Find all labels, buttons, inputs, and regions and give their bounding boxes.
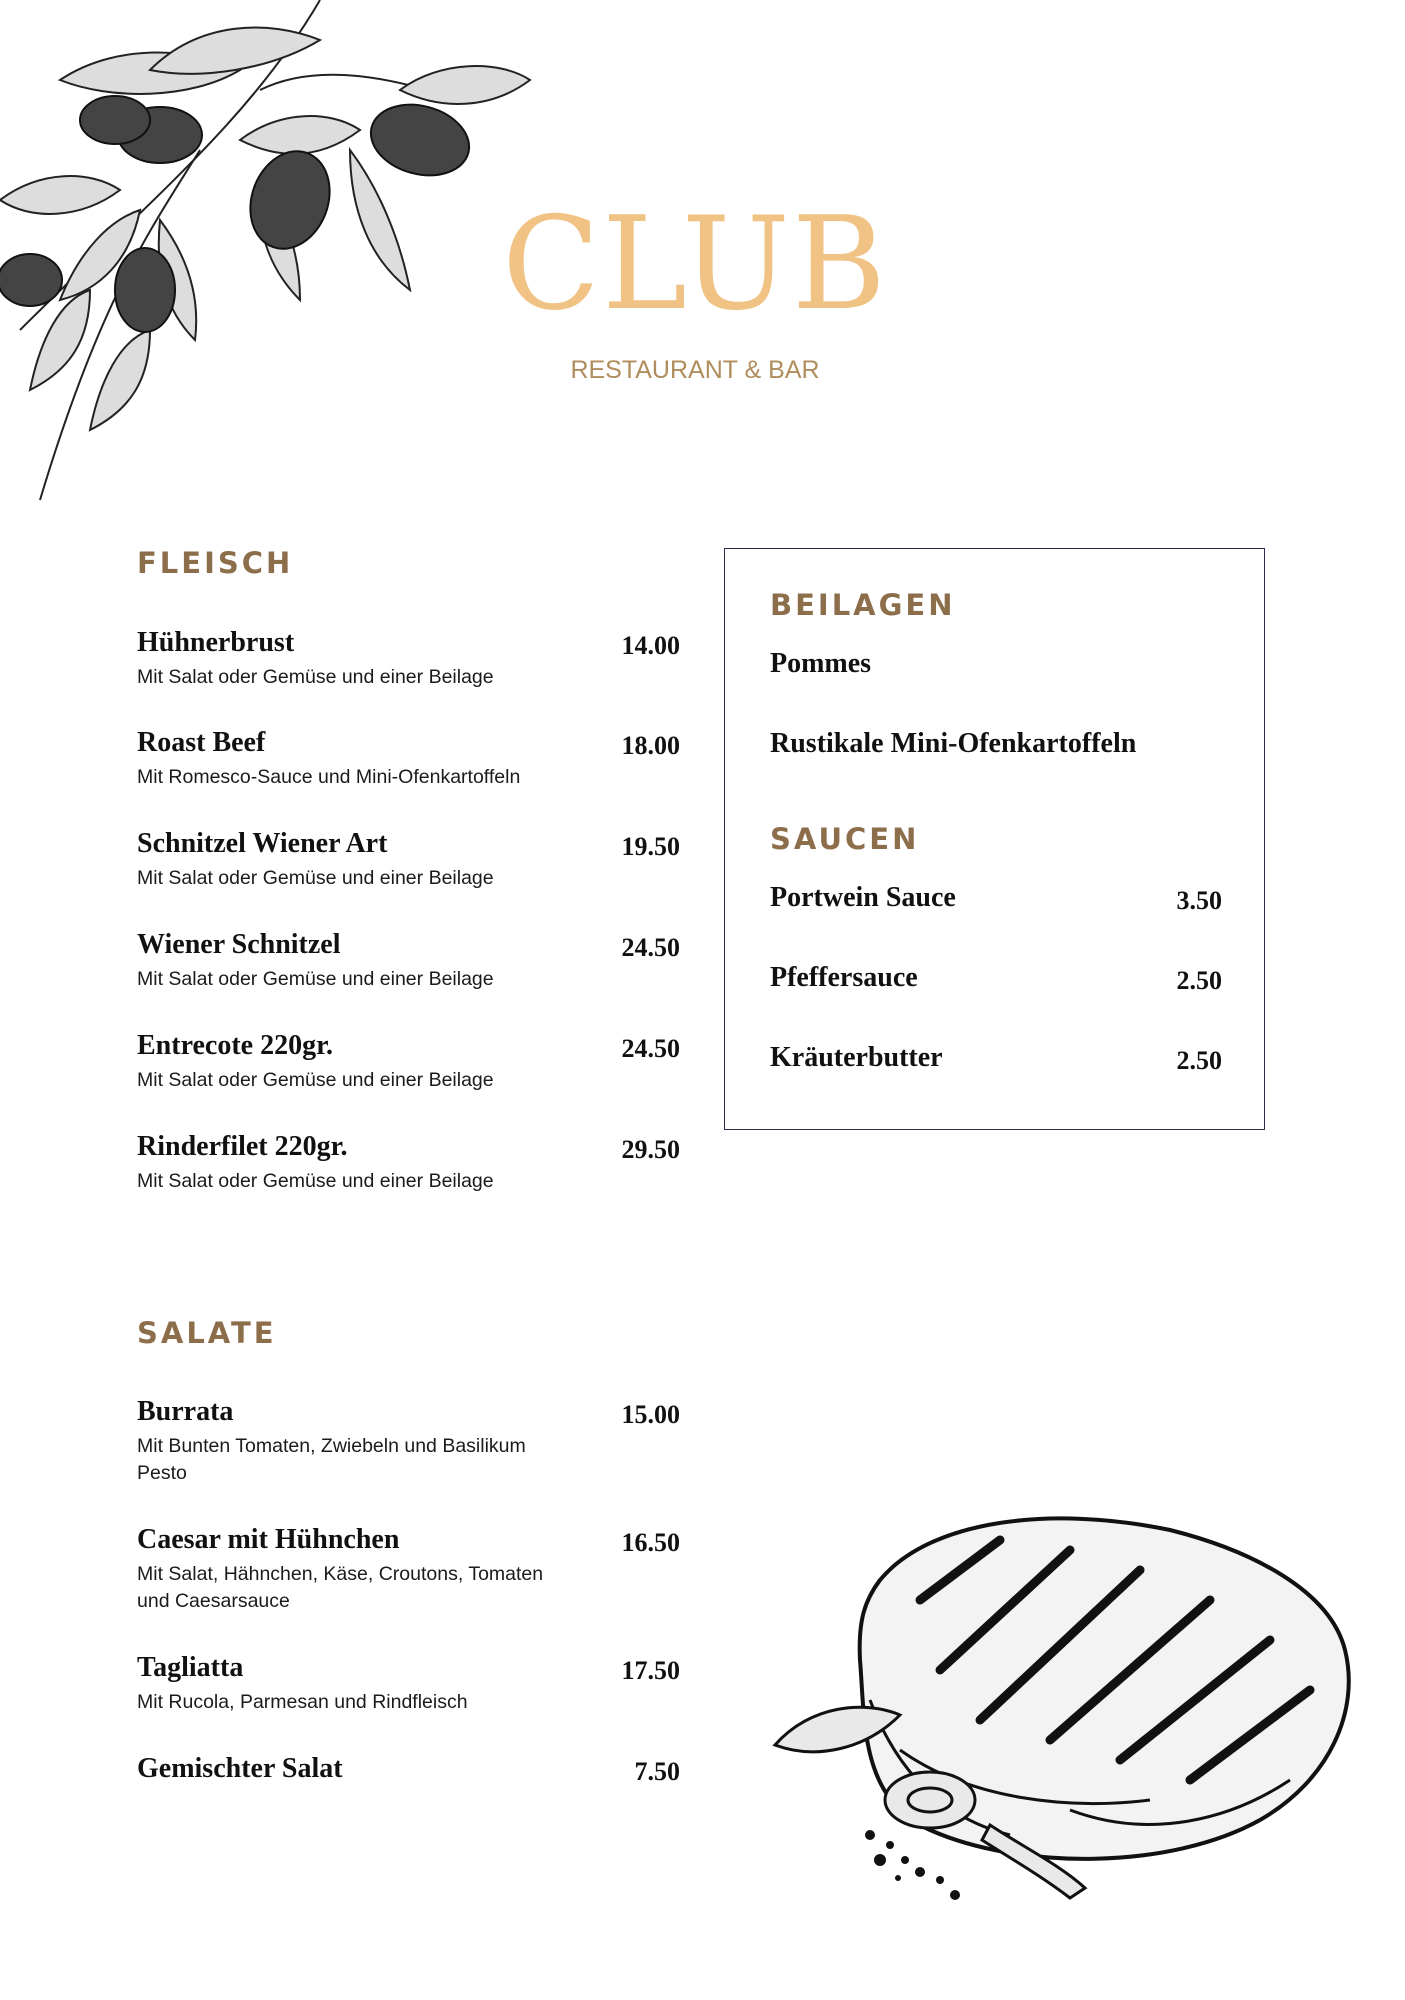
menu-item-price: 19.50 xyxy=(621,832,680,861)
menu-item-description: Mit Salat oder Gemüse und einer Beilage xyxy=(137,1069,494,1091)
logo-text: CLUB xyxy=(502,190,888,339)
menu-item-price: 14.00 xyxy=(621,631,680,660)
sauce-item-name: Portwein Sauce xyxy=(770,882,956,913)
menu-item-description: Mit Salat oder Gemüse und einer Beilage xyxy=(137,1170,494,1192)
menu-item-description: Mit Salat oder Gemüse und einer Beilage xyxy=(137,666,494,688)
menu-item-name: Gemischter Salat xyxy=(137,1753,343,1784)
section-heading-beilagen: BEILAGEN xyxy=(770,588,956,622)
menu-item-price: 24.50 xyxy=(621,1034,680,1063)
sauce-item-name: Kräuterbutter xyxy=(770,1042,943,1073)
menu-item-name: Rinderfilet 220gr. xyxy=(137,1131,348,1162)
side-item-name: Rustikale Mini-Ofenkartoffeln xyxy=(770,728,1137,759)
menu-item-name: Hühnerbrust xyxy=(137,627,295,658)
section-heading-salate: SALATE xyxy=(137,1316,277,1350)
menu-item-price: 15.00 xyxy=(621,1400,680,1429)
menu-item-description: Mit Rucola, Parmesan und Rindfleisch xyxy=(137,1691,468,1713)
menu-item-description: Mit Romesco-Sauce und Mini-Ofenkartoffeln xyxy=(137,766,521,788)
menu-item-price: 29.50 xyxy=(621,1135,680,1164)
menu-item-name: Tagliatta xyxy=(137,1652,244,1683)
menu-item-price: 17.50 xyxy=(621,1656,680,1685)
section-heading-fleisch: FLEISCH xyxy=(137,546,294,580)
menu-item-name: Wiener Schnitzel xyxy=(137,929,341,960)
sauce-item-price: 3.50 xyxy=(1176,886,1222,915)
sauce-item-price: 2.50 xyxy=(1176,966,1222,995)
menu-item-price: 18.00 xyxy=(621,731,680,760)
menu-item-description: Mit Salat, Hähnchen, Käse, Croutons, Tomaten und Caesarsauce xyxy=(137,1563,544,1612)
steak-illustration xyxy=(770,1500,1370,1920)
menu-item-price: 16.50 xyxy=(621,1528,680,1557)
menu-item-name: Schnitzel Wiener Art xyxy=(137,828,388,859)
menu-item-price: 7.50 xyxy=(634,1757,680,1786)
side-item-name: Pommes xyxy=(770,648,872,679)
menu-item-description: Mit Salat oder Gemüse und einer Beilage xyxy=(137,867,494,889)
menu-item-name: Caesar mit Hühnchen xyxy=(137,1524,400,1555)
menu-item-description: Mit Salat oder Gemüse und einer Beilage xyxy=(137,968,494,990)
menu-item-name: Roast Beef xyxy=(137,727,266,758)
menu-item-price: 24.50 xyxy=(621,933,680,962)
section-heading-saucen: SAUCEN xyxy=(770,822,920,856)
sauce-item-price: 2.50 xyxy=(1176,1046,1222,1075)
sauce-item-name: Pfeffersauce xyxy=(770,962,918,993)
club-logo xyxy=(470,190,920,340)
logo-subtitle: RESTAURANT & BAR xyxy=(570,356,820,384)
menu-item-description: Mit Bunten Tomaten, Zwiebeln und Basilikum Pesto xyxy=(137,1435,526,1484)
menu-item-name: Burrata xyxy=(137,1396,234,1427)
menu-item-name: Entrecote 220gr. xyxy=(137,1030,333,1061)
